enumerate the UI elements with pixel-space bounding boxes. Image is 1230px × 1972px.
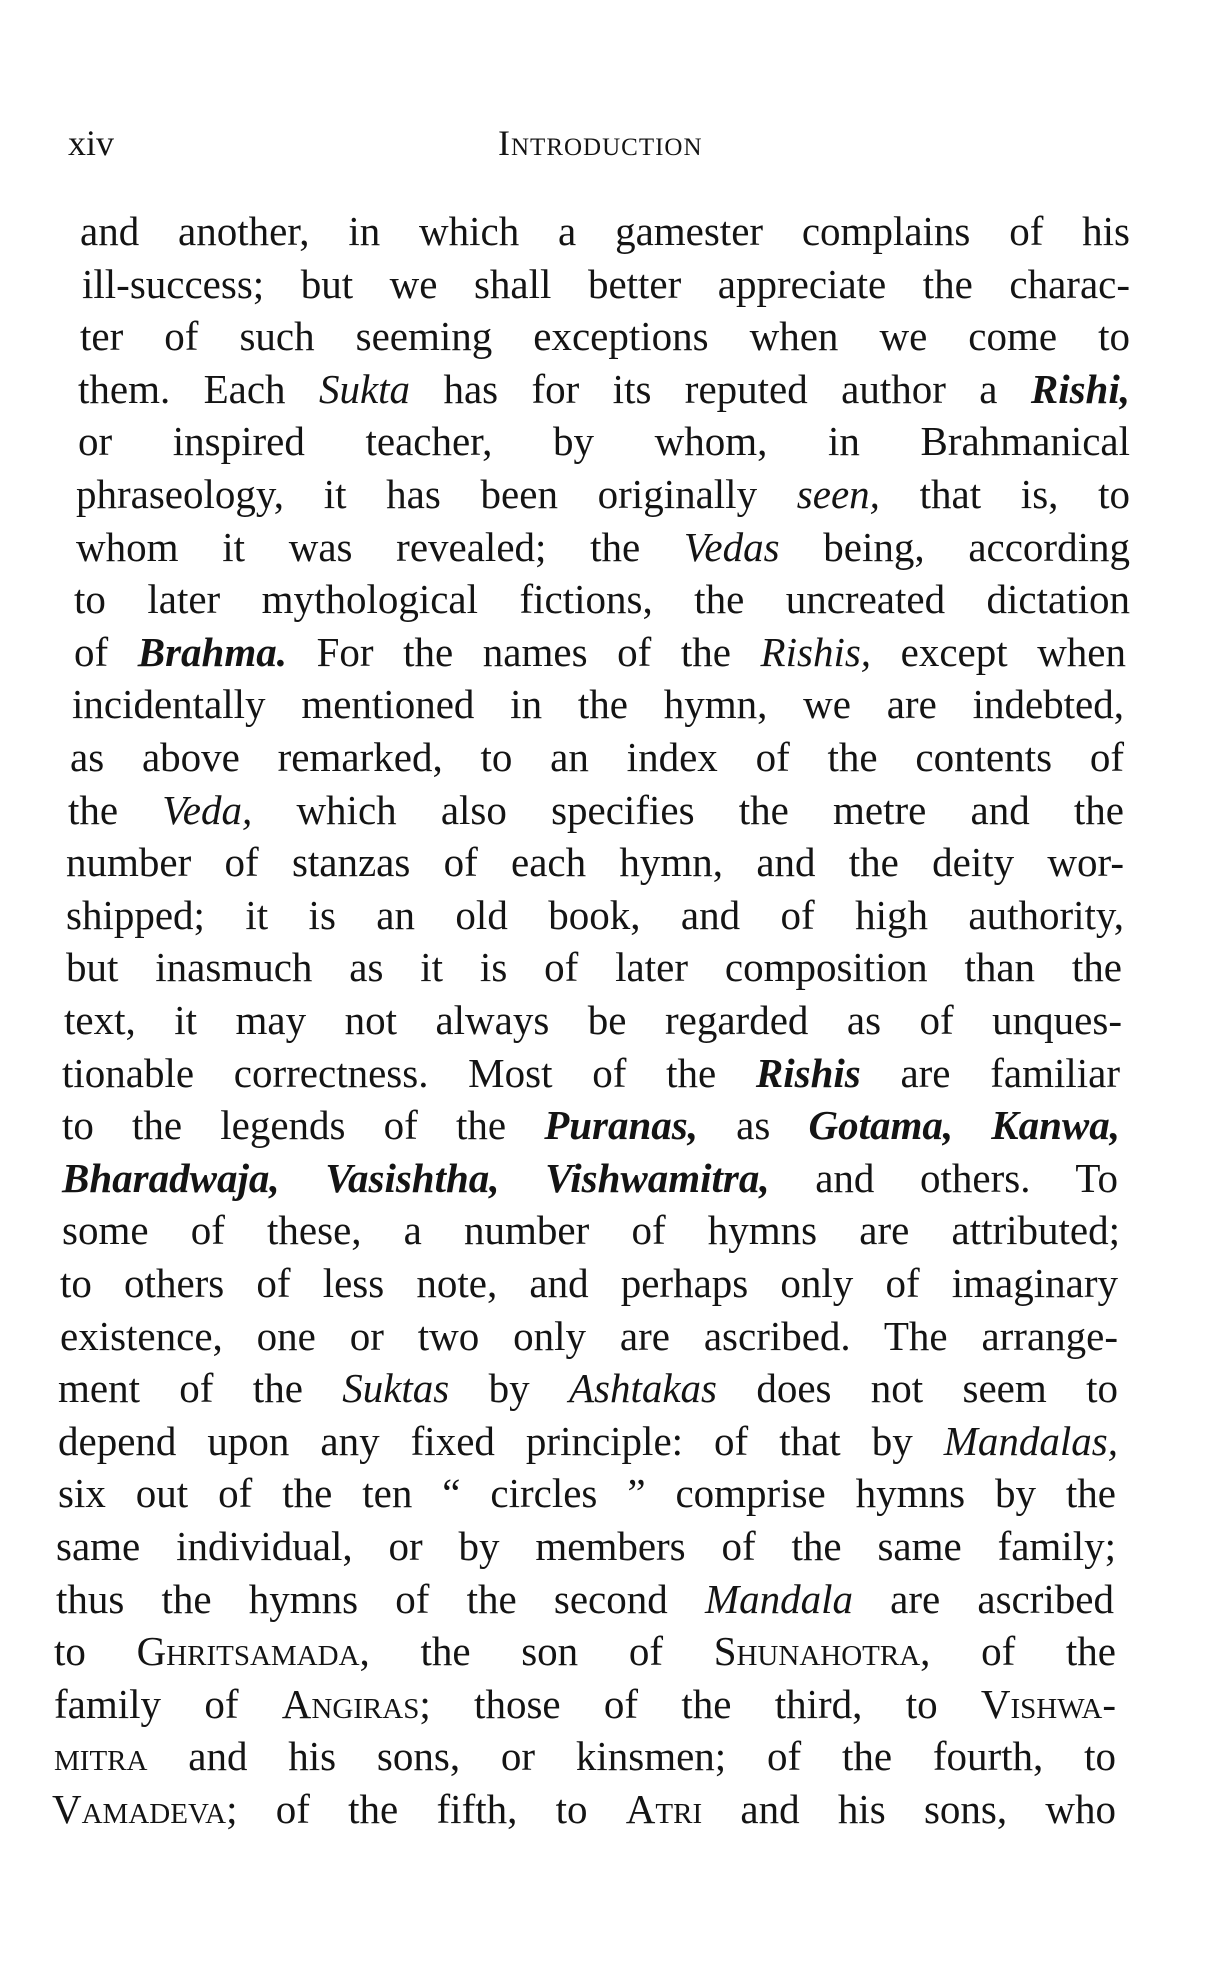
emphasized-term: Sukta xyxy=(318,366,411,412)
text-run: family of xyxy=(54,1681,282,1727)
text-line xyxy=(62,1204,1120,1256)
text-run: ; of the fifth, to xyxy=(226,1786,626,1832)
text-line xyxy=(60,1310,1118,1362)
emphasized-term: Rishi, xyxy=(1030,366,1130,412)
text-line xyxy=(68,784,1124,836)
text-run: whom it was revealed; the xyxy=(76,524,684,570)
text-run: to others of less note, and perhaps only of imaginary xyxy=(60,1260,1118,1306)
text-line xyxy=(80,310,1130,362)
emphasized-term: Vedas xyxy=(683,524,780,570)
text-run: some of these, a number of hymns are attributed; xyxy=(62,1207,1120,1253)
text-run: and his sons, or kinsmen; of the fourth, to xyxy=(147,1733,1116,1779)
emphasized-term: mitra xyxy=(54,1733,148,1779)
text-run: and another, in which a gamester complains of his xyxy=(80,208,1130,254)
emphasized-term: seen, xyxy=(796,471,880,517)
text-line xyxy=(66,836,1124,888)
text-line xyxy=(74,626,1126,678)
text-run: the son of xyxy=(369,1628,714,1674)
emphasized-term: Shunahotra, xyxy=(713,1628,931,1674)
text-line xyxy=(82,258,1130,310)
text-run: number of stanzas of each hymn, and the deity wor- xyxy=(66,839,1124,885)
text-line xyxy=(60,1257,1118,1309)
text-run: by xyxy=(449,1365,569,1411)
text-run: For the names of the xyxy=(287,629,761,675)
text-line xyxy=(58,1415,1118,1467)
text-line xyxy=(70,731,1124,783)
text-run: shipped; it is an old book, and of high authority, xyxy=(66,892,1124,938)
emphasized-term: Suktas xyxy=(342,1365,450,1411)
emphasized-term: Puranas, xyxy=(544,1102,699,1148)
text-line xyxy=(66,941,1122,993)
emphasized-term: Mandala xyxy=(704,1576,853,1622)
emphasized-term: Brahma. xyxy=(137,629,287,675)
text-run: ill-success; but we shall better appreciate the charac- xyxy=(82,261,1130,307)
text-run: phraseology, it has been originally xyxy=(76,471,797,517)
text-run: to later mythological fictions, the uncreated dictation xyxy=(74,576,1130,622)
text-line xyxy=(58,1467,1116,1519)
text-run: the xyxy=(68,787,163,833)
text-line xyxy=(56,1520,1116,1572)
text-run: six out of the ten “ circles ” comprise hymns by the xyxy=(58,1470,1116,1516)
text-run: except when xyxy=(871,629,1127,675)
text-line xyxy=(80,205,1130,257)
running-head: Introduction xyxy=(498,123,703,163)
text-line xyxy=(62,1099,1120,1151)
emphasized-term: Vamadeva xyxy=(52,1786,227,1832)
text-run: as above remarked, to an index of the contents of xyxy=(70,734,1124,780)
emphasized-term: Rishis xyxy=(755,1050,861,1096)
text-run: to the legends of the xyxy=(62,1102,545,1148)
text-line xyxy=(52,1783,1116,1835)
text-run: as xyxy=(698,1102,809,1148)
text-run: of xyxy=(74,629,138,675)
text-line xyxy=(78,363,1130,415)
text-run: which also specifies the metre and the xyxy=(252,787,1125,833)
text-run: does not seem to xyxy=(716,1365,1118,1411)
text-line xyxy=(66,889,1124,941)
emphasized-term: Angiras xyxy=(281,1681,420,1727)
text-run: incidentally mentioned in the hymn, we are indebted, xyxy=(72,681,1124,727)
text-line xyxy=(76,521,1130,573)
emphasized-term: Bharadwaja, Vasishtha, Vishwamitra, xyxy=(62,1155,770,1201)
emphasized-term: Gotama, Kanwa, xyxy=(808,1102,1121,1148)
text-run: and his sons, who xyxy=(702,1786,1116,1832)
text-run: ment of the xyxy=(58,1365,343,1411)
text-run: are ascribed xyxy=(852,1576,1114,1622)
text-run: ; those of the third, to xyxy=(419,1681,981,1727)
page-number: xiv xyxy=(68,123,115,163)
text-run: or inspired teacher, by whom, in Brahmanical xyxy=(78,418,1130,464)
text-run: of the xyxy=(930,1628,1116,1674)
text-run: to xyxy=(54,1628,137,1674)
text-line xyxy=(74,573,1130,625)
text-line xyxy=(76,468,1130,520)
text-run: ter of such seeming exceptions when we come to xyxy=(80,313,1130,359)
text-run: text, it may not always be regarded as of unques- xyxy=(64,997,1122,1043)
emphasized-term: Vishwa- xyxy=(980,1681,1116,1727)
text-run: being, according xyxy=(779,524,1130,570)
emphasized-term: Ghritsamada, xyxy=(136,1628,370,1674)
text-run: are familiar xyxy=(860,1050,1120,1096)
emphasized-term: Rishis, xyxy=(760,629,872,675)
text-run: tionable correctness. Most of the xyxy=(62,1050,756,1096)
text-run: has for its reputed author a xyxy=(410,366,1031,412)
text-run: them. Each xyxy=(78,366,319,412)
text-line xyxy=(64,994,1122,1046)
text-run: that is, to xyxy=(879,471,1131,517)
text-line xyxy=(54,1678,1116,1730)
text-run: same individual, or by members of the same family; xyxy=(56,1523,1116,1569)
text-line xyxy=(58,1362,1118,1414)
text-run: existence, one or two only are ascribed. The arrange- xyxy=(60,1313,1118,1359)
emphasized-term: Atri xyxy=(625,1786,703,1832)
text-line xyxy=(62,1152,1118,1204)
page-header xyxy=(68,122,1128,182)
emphasized-term: Mandalas, xyxy=(943,1418,1118,1464)
text-line xyxy=(56,1573,1114,1625)
text-run: thus the hymns of the second xyxy=(56,1576,705,1622)
text-line xyxy=(78,415,1130,467)
text-run: but inasmuch as it is of later composition than the xyxy=(66,944,1122,990)
text-run: and others. To xyxy=(769,1155,1118,1201)
text-line xyxy=(54,1625,1116,1677)
text-line xyxy=(62,1047,1120,1099)
text-run: depend upon any fixed principle: of that by xyxy=(58,1418,944,1464)
emphasized-term: Veda, xyxy=(162,787,253,833)
text-line xyxy=(54,1730,1116,1782)
text-line xyxy=(72,678,1124,730)
emphasized-term: Ashtakas xyxy=(568,1365,717,1411)
